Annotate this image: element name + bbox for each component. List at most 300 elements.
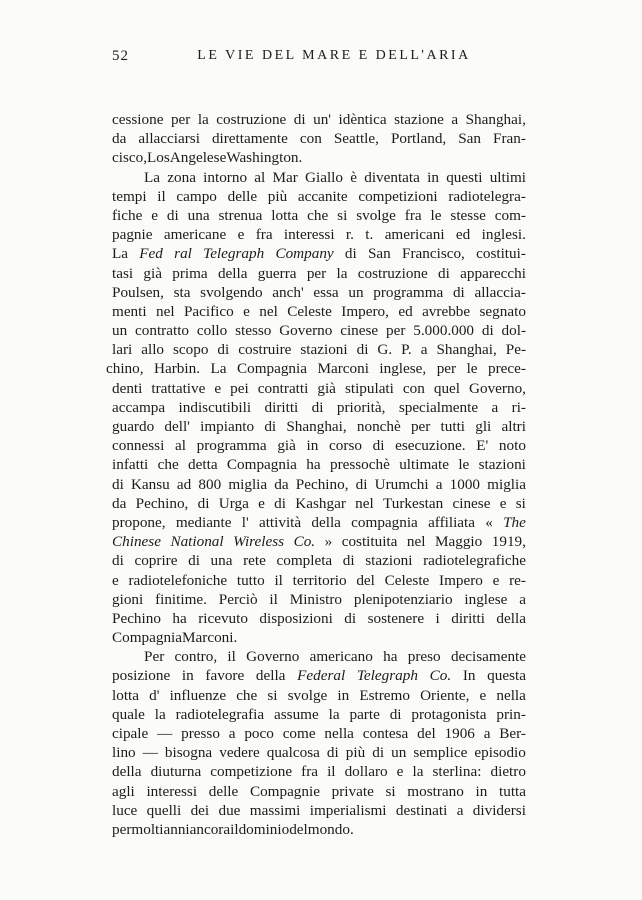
word: è — [350, 168, 357, 186]
word: già — [277, 437, 296, 455]
word: completa — [276, 552, 333, 570]
word: diventata — [364, 168, 420, 186]
word: stesse — [450, 206, 486, 224]
word: private — [331, 782, 374, 800]
word: » — [324, 533, 333, 551]
word: di — [344, 609, 357, 627]
word: Urumchi — [374, 475, 429, 493]
word: si — [267, 686, 278, 704]
word: destinati — [395, 801, 448, 819]
word: stazioni — [365, 552, 413, 570]
word: Ministro — [289, 590, 343, 608]
word: svolgendo — [200, 283, 263, 301]
word: il — [157, 187, 166, 205]
word: contro, — [174, 648, 218, 666]
word: inglese — [464, 590, 508, 608]
word: più — [345, 744, 366, 762]
word: lotta — [271, 206, 299, 224]
word: Portland, — [390, 130, 447, 148]
word: pei — [230, 379, 249, 397]
word: stazioni — [300, 341, 348, 359]
word: inglese, — [379, 360, 427, 378]
word: cipale — [112, 725, 149, 742]
word: le — [430, 206, 442, 224]
word: già — [143, 264, 162, 282]
word: Shanghai, — [465, 111, 526, 128]
word: che — [307, 206, 329, 224]
word: Maggio — [435, 533, 483, 551]
word: ultimate — [399, 456, 449, 474]
word: propone, — [112, 513, 166, 531]
word: sostenere — [367, 609, 425, 627]
word: per — [170, 111, 191, 128]
word: infatti — [112, 456, 149, 474]
word: di — [197, 494, 210, 512]
word: di — [438, 264, 450, 282]
word: per — [112, 820, 132, 838]
word: a — [228, 725, 236, 742]
page-header — [112, 48, 526, 72]
word: assume — [274, 705, 319, 723]
word: 1919, — [491, 533, 526, 551]
word: Seattle, — [333, 130, 379, 148]
text-line — [112, 820, 526, 839]
word: in — [337, 686, 350, 704]
word: della — [311, 513, 341, 531]
text-line — [112, 743, 526, 762]
word: del — [417, 725, 436, 742]
word: con — [402, 379, 425, 397]
word: 1906 — [444, 725, 475, 742]
word: Pechino, — [135, 494, 189, 512]
word: direttamente — [211, 130, 288, 148]
text-line — [112, 225, 526, 244]
word: priorità, — [336, 398, 386, 416]
word: un — [348, 283, 364, 301]
word: competizione — [210, 763, 293, 781]
word: ad — [176, 475, 192, 493]
word: episodio — [474, 744, 526, 762]
word: ral — [174, 245, 192, 263]
word: E' — [476, 437, 489, 455]
word: decisamente — [450, 648, 526, 666]
word: un' — [313, 111, 332, 128]
word: e — [396, 763, 404, 781]
word: tasi — [112, 264, 134, 282]
text-line — [112, 379, 526, 398]
word: e — [237, 226, 245, 244]
word: Estremo — [359, 686, 410, 704]
word: Impero — [439, 571, 483, 589]
word: più — [267, 187, 288, 205]
word: della — [255, 667, 286, 685]
word: e — [499, 494, 507, 512]
word: massimi — [249, 801, 301, 819]
word: programma — [373, 283, 444, 301]
word: segnato — [479, 302, 526, 320]
word: costituita — [341, 533, 398, 551]
word: disposizioni — [259, 609, 333, 627]
word: dietro — [490, 763, 526, 781]
word: radiotelegra- — [448, 187, 526, 205]
word: territorio — [292, 571, 347, 589]
text-line — [112, 340, 526, 359]
word: dollaro — [344, 763, 388, 781]
word: connessi — [112, 437, 165, 455]
word: presso — [181, 725, 220, 742]
text-line — [112, 571, 526, 590]
word: di — [166, 206, 179, 224]
word: Kansu — [130, 475, 170, 493]
word: « — [485, 513, 493, 531]
word: il — [230, 820, 239, 838]
word: Pe- — [505, 341, 526, 359]
word: pressochè — [329, 456, 390, 474]
text-line — [112, 168, 526, 187]
word: da — [274, 475, 289, 493]
word: chino, — [106, 360, 144, 378]
word: gioni — [112, 590, 144, 608]
word: interessi — [146, 782, 198, 800]
word: le — [458, 456, 470, 474]
word: stazioni — [478, 456, 526, 474]
word: radiotelegrafiche — [423, 552, 526, 570]
word: San — [458, 130, 482, 148]
word: Telegraph — [356, 667, 418, 685]
word: e — [214, 379, 222, 397]
word: mediante — [175, 513, 232, 531]
word: un — [391, 744, 407, 762]
word: nonchè — [356, 418, 401, 435]
word: com- — [494, 206, 526, 224]
word: da — [112, 130, 127, 148]
word: noto — [498, 437, 526, 455]
text-line — [112, 283, 526, 302]
word: ha — [172, 609, 187, 627]
word: di — [481, 322, 494, 340]
word: si — [515, 494, 526, 512]
word: lino — [112, 744, 136, 762]
text-line — [112, 609, 526, 628]
word: lotta — [112, 686, 139, 704]
word: Francisco, — [402, 245, 465, 263]
word: luce — [112, 801, 138, 819]
text-line — [112, 666, 526, 685]
word: Governo — [279, 322, 333, 340]
word: ha — [383, 648, 398, 666]
word: re- — [509, 571, 526, 589]
word: Compagnia — [226, 456, 297, 474]
word: Mar — [272, 168, 298, 186]
text-line — [112, 436, 526, 455]
word: indiscutibili — [178, 398, 252, 416]
text-line — [112, 187, 526, 206]
word: posizione — [112, 667, 171, 685]
text-line — [112, 628, 526, 647]
word: cisco, — [112, 149, 148, 167]
word: prece- — [488, 360, 526, 378]
word: di — [326, 744, 339, 762]
word: G. — [377, 341, 393, 359]
word: e — [219, 149, 227, 167]
word: Urga — [218, 494, 249, 512]
word: il — [227, 648, 236, 666]
word: a — [491, 398, 499, 416]
text-line — [112, 244, 526, 263]
word: per — [306, 264, 327, 282]
word: nel — [355, 494, 374, 512]
word: menti — [112, 302, 147, 320]
word: e — [151, 206, 159, 224]
word: di — [274, 494, 286, 512]
word: delle — [227, 187, 258, 205]
word: allo — [141, 341, 165, 359]
word: per — [410, 418, 431, 435]
word: r. — [345, 226, 354, 244]
word: nella — [324, 725, 354, 742]
word: Shanghai, — [436, 341, 497, 359]
word: cinese — [340, 322, 379, 340]
word: costruire — [238, 341, 292, 359]
word: di — [311, 398, 324, 416]
word: interessi — [283, 226, 335, 244]
text-line — [112, 551, 526, 570]
word: e — [258, 494, 265, 512]
word: Telegraph — [203, 245, 265, 263]
word: semplice — [413, 744, 468, 762]
word: con — [299, 130, 322, 148]
text-line — [112, 513, 526, 532]
word: apparecchi — [460, 264, 526, 282]
word: fra — [404, 206, 422, 224]
word: poco — [244, 725, 274, 742]
word: al — [174, 437, 186, 455]
word: a — [451, 111, 459, 128]
word: per — [436, 360, 457, 378]
word: guardo — [112, 418, 155, 435]
word: diritti — [264, 398, 299, 416]
word: corso — [329, 437, 362, 455]
word: 1000 — [449, 475, 481, 493]
text-line — [112, 762, 526, 781]
word: a — [519, 590, 526, 608]
word: contesa — [362, 725, 409, 742]
word: americani — [384, 226, 445, 244]
word: Harbin. — [154, 360, 200, 378]
word: Ber- — [499, 725, 526, 742]
word: ricevuto — [198, 609, 248, 627]
word: affiliata — [428, 513, 476, 531]
text-line — [112, 647, 526, 666]
text-line — [112, 801, 526, 820]
word: quale — [112, 705, 145, 723]
word: un — [112, 322, 128, 340]
word: miglia — [228, 475, 268, 493]
word: ancora — [189, 820, 231, 838]
word: tutta — [499, 782, 526, 800]
word: Oriente, — [420, 686, 470, 704]
word: intorno — [203, 168, 248, 186]
word: in — [181, 667, 194, 685]
word: quelli — [146, 801, 182, 819]
word: impianto — [200, 418, 255, 435]
word: plenipotenziario — [353, 590, 453, 608]
text-line — [112, 686, 526, 705]
word: Celeste — [384, 571, 430, 589]
word: a — [435, 475, 443, 493]
word: di — [356, 341, 369, 359]
word: dei — [190, 801, 210, 819]
word: Company — [275, 245, 334, 263]
word: molti — [131, 820, 164, 838]
word: la — [197, 111, 209, 128]
word: diuturna — [150, 763, 202, 781]
word: Kashgar — [295, 494, 346, 512]
word: in — [427, 168, 439, 186]
word: La — [210, 360, 227, 378]
word: dell' — [164, 418, 190, 435]
text-line — [112, 417, 526, 436]
word: prima — [172, 264, 208, 282]
word: competizioni — [358, 187, 438, 205]
word: — — [157, 725, 173, 742]
word: svolge — [356, 206, 396, 224]
word: radiotelefoniche — [128, 571, 228, 589]
word: già — [317, 379, 336, 397]
word: protagonista — [411, 705, 487, 723]
word: di — [112, 475, 124, 493]
word: Poulsen, — [112, 283, 164, 301]
word: la — [412, 763, 424, 781]
word: accanite — [297, 187, 348, 205]
word: tutti — [440, 418, 466, 435]
word: da — [112, 494, 127, 512]
word: The — [503, 513, 526, 531]
text-line — [112, 782, 526, 801]
word: della — [217, 264, 248, 282]
word: Federal — [297, 667, 346, 685]
word: nel — [259, 302, 278, 320]
word: stazione — [394, 111, 444, 128]
word: Co. — [293, 533, 316, 551]
word: agli — [112, 782, 135, 800]
text-line — [106, 359, 526, 378]
word: vedere — [219, 744, 260, 762]
word: cinese — [452, 494, 491, 512]
word: miglia — [487, 475, 526, 493]
word: della — [496, 609, 526, 627]
word: inglesi. — [481, 226, 526, 244]
word: detta — [188, 456, 218, 474]
word: Per — [144, 648, 165, 666]
word: attività — [258, 513, 302, 531]
word: e — [112, 571, 119, 589]
word: di — [344, 245, 357, 263]
word: di — [389, 705, 402, 723]
word: prin- — [496, 705, 526, 723]
text-line — [112, 532, 526, 551]
word: nel — [406, 533, 426, 551]
word: esecuzione. — [395, 437, 466, 455]
word: del — [356, 571, 375, 589]
word: idèntica — [338, 111, 387, 128]
word: contratto — [135, 322, 190, 340]
word: due — [218, 801, 241, 819]
word: La — [112, 245, 129, 263]
word: trattative — [151, 379, 206, 397]
word: fiche — [112, 206, 143, 224]
word: parte — [349, 705, 380, 723]
word: diritti — [451, 609, 485, 627]
word: denti — [112, 379, 143, 397]
word: programma — [196, 437, 267, 455]
word: bisogna — [164, 744, 213, 762]
text-line — [112, 705, 526, 724]
word: Chinese — [112, 533, 161, 551]
body-text — [106, 110, 526, 839]
word: costruzione — [357, 264, 428, 282]
word: di — [217, 341, 230, 359]
word: radiotelegrafia — [175, 705, 265, 723]
text-line — [112, 302, 526, 321]
word: di — [112, 552, 124, 570]
word: accampa — [112, 398, 166, 416]
word: Governo, — [469, 379, 526, 397]
word: di — [372, 744, 385, 762]
word: si — [337, 206, 348, 224]
word: Shanghai, — [286, 418, 347, 435]
word: In — [462, 667, 476, 685]
word: del — [289, 820, 308, 838]
word: a — [483, 725, 491, 742]
word: Pechino — [112, 609, 161, 627]
word: Compagnia — [112, 629, 183, 647]
word: — — [142, 744, 158, 762]
word: contratti — [257, 379, 309, 397]
word: compagnia — [351, 513, 418, 531]
word: ed — [455, 226, 471, 244]
word: il — [274, 571, 283, 589]
text-line — [112, 475, 526, 494]
word: 800 — [198, 475, 222, 493]
word: Los — [147, 149, 170, 167]
word: qualcosa — [266, 744, 320, 762]
text-line — [112, 129, 526, 148]
word: la — [336, 264, 348, 282]
word: quel — [433, 379, 460, 397]
word: ed — [398, 302, 413, 320]
word: tempi — [112, 187, 147, 205]
text-line — [112, 590, 526, 609]
word: scopo — [173, 341, 209, 359]
word: la — [154, 705, 166, 723]
word: i — [435, 609, 440, 627]
word: il — [327, 763, 336, 781]
word: Angeles — [169, 149, 220, 167]
word: tutto — [236, 571, 265, 589]
word: per — [386, 322, 406, 340]
word: di — [188, 552, 200, 570]
word: Washington. — [226, 149, 303, 167]
word: come — [282, 725, 316, 742]
word: La — [144, 168, 161, 186]
word: coprire — [134, 552, 178, 570]
word: che — [236, 686, 258, 704]
word: pagnie — [112, 226, 153, 244]
word: sta — [173, 283, 191, 301]
word: l' — [241, 513, 249, 531]
text-line — [112, 398, 526, 417]
